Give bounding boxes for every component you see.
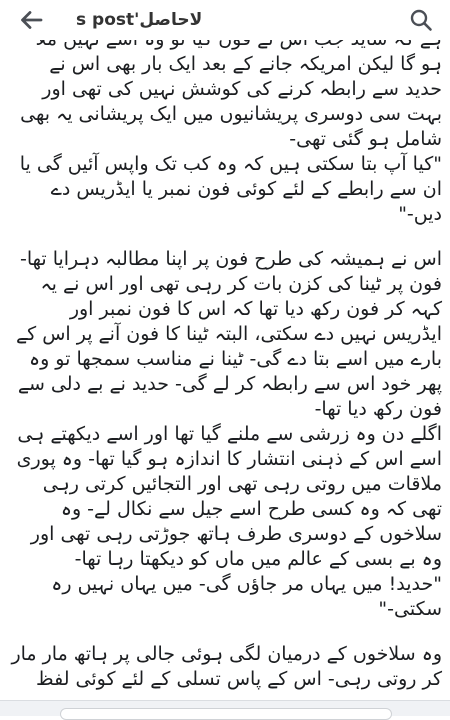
- post-paragraph-1: ہو گا لیکن امریکہ جانے کے بعد ایک بار بھی اس نے حدید سے رابطہ کرنے کی کوشش نہیں کی تھی اور بہت سی دوسری پریشانیوں میں ایک پریشانی یہ بھی شامل ہو گئی تھی-: [20, 53, 442, 150]
- search-button[interactable]: [406, 5, 436, 35]
- bottom-comment-bar: [0, 700, 450, 716]
- top-app-bar: [0, 0, 450, 40]
- post-paragraph-2: "کیا آپ بتا سکتی ہیں کہ وہ کب تک واپس آئیں گی یا ان سے رابطے کے لئے کوئی فون نمبر یا ایڈریس دے دیں-": [19, 153, 442, 225]
- back-button[interactable]: [16, 5, 46, 35]
- post-paragraph-3: اس نے ہمیشہ کی طرح فون پر اپنا مطالبہ دہرایا تھا- فون پر ٹینا کی کزن بات کر رہی تھی اور اس نے یہ کہہ کر فون رکھ دیا تھا کہ اس کا فون نمبر اور ایڈریس نہیں دے سکتی، البتہ ٹینا کا فون آنے پر اس کے بارے میں اسے بتا دے گی- ٹینا نے مناسب سمجھا تو وہ پھر خود اس سے رابطہ کر لے گی- حدید نے بے دلی سے فون رکھ دیا تھا-: [15, 248, 442, 420]
- post-paragraph-4: اگلے دن وہ زرشی سے ملنے گیا تھا اور اسے دیکھتے ہی اسے اس کے ذہنی انتشار کا اندازہ ہو گیا تھا- وہ پوری ملاقات میں روتی رہی تھی اور التجائیں کرتی رہی تھی کہ وہ کسی طرح اسے جیل سے نکال لے- وہ سلاخوں کے دوسری طرف ہاتھ جوڑتی رہی تھی اور وہ بے بسی کے عالم میں ماں کو دیکھتا رہا تھا-: [16, 423, 442, 570]
- post-body: [0, 40, 450, 700]
- arrow-left-icon: [20, 11, 42, 29]
- page-title: لاحاصل's post: [76, 10, 203, 30]
- search-icon: [409, 8, 433, 32]
- post-text: [0, 27, 450, 717]
- post-paragraph-6: وہ سلاخوں کے درمیان لگی ہوئی جالی پر ہاتھ مار مار کر روتی رہی- اس کے پاس تسلی کے لئے کوئی لفظ: [11, 643, 442, 690]
- post-paragraph-5: "حدید! میں یہاں مر جاؤں گی- میں یہاں نہیں رہ سکتی-": [51, 573, 442, 620]
- comment-input[interactable]: [60, 708, 392, 720]
